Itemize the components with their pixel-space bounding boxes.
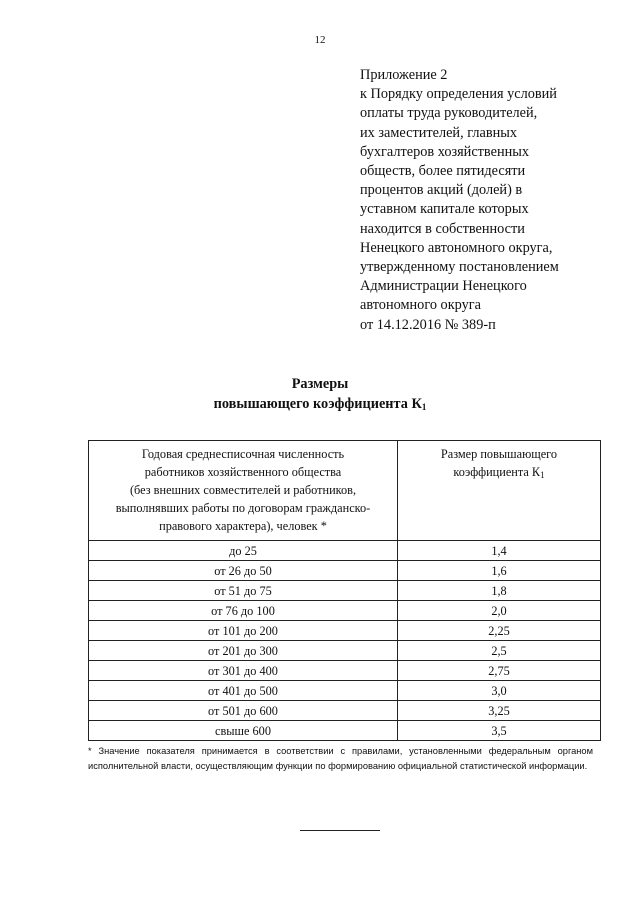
- end-divider: [300, 830, 380, 831]
- range-cell: от 301 до 400: [89, 661, 398, 681]
- appendix-line: их заместителей, главных: [360, 124, 518, 141]
- range-cell: от 501 до 600: [89, 701, 398, 721]
- appendix-line: обществ, более пятидесяти: [360, 163, 526, 180]
- appendix-line: к Порядку определения условий: [360, 86, 557, 103]
- range-cell: до 25: [89, 541, 398, 561]
- range-cell: свыше 600: [89, 721, 398, 741]
- appendix-line: процентов акций (долей) в: [360, 182, 523, 199]
- footnote: * Значение показателя принимается в соответствии с правилами, установленными федеральным органом исполнительной власти, осуществляющим функции по формированию официальной статистической информации.: [88, 746, 593, 771]
- value-cell: 2,25: [398, 621, 601, 641]
- table-row: [89, 681, 601, 701]
- value-cell: 1,8: [398, 581, 601, 601]
- value-cell: 2,75: [398, 661, 601, 681]
- header-headcount: Годовая среднесписочная численность работников хозяйственного общества (без внешних совместителей и работников, выполнявших работы по договорам гражданско- правового характера), человек *: [89, 441, 398, 541]
- title-line-1: Размеры: [291, 376, 349, 392]
- table-row: [89, 641, 601, 661]
- document-title: [0, 374, 640, 417]
- appendix-line: Приложение 2: [360, 67, 448, 83]
- range-cell: от 76 до 100: [89, 601, 398, 621]
- value-cell: 1,4: [398, 541, 601, 561]
- value-cell: 1,6: [398, 561, 601, 581]
- appendix-line: автономного округа: [360, 297, 481, 314]
- appendix-line: утвержденному постановлением: [360, 259, 559, 276]
- page-number: 12: [314, 34, 326, 46]
- table-row: [89, 661, 601, 681]
- appendix-line: Ненецкого автономного округа,: [360, 239, 553, 256]
- value-cell: 3,5: [398, 721, 601, 741]
- table-row: [89, 721, 601, 741]
- coefficient-table: [88, 440, 601, 741]
- appendix-line: бухгалтеров хозяйственных: [360, 143, 530, 160]
- range-cell: от 201 до 300: [89, 641, 398, 661]
- header-coefficient: Размер повышающего коэффициента $К_1$: [398, 441, 601, 541]
- table-row: [89, 561, 601, 581]
- table-row: [89, 541, 601, 561]
- table-row: [89, 601, 601, 621]
- value-cell: 2,0: [398, 601, 601, 621]
- appendix-line: уставном капитале которых: [360, 201, 529, 218]
- value-cell: 3,0: [398, 681, 601, 701]
- appendix-line: оплаты труда руководителей,: [360, 105, 538, 122]
- range-cell: от 51 до 75: [89, 581, 398, 601]
- title-line-2: повышающего коэффициента $К_1$: [213, 396, 427, 412]
- table-row: [89, 701, 601, 721]
- range-cell: от 26 до 50: [89, 561, 398, 581]
- appendix-line: Администрации Ненецкого: [360, 278, 527, 295]
- value-cell: 3,25: [398, 701, 601, 721]
- appendix-line: от 14.12.2016 № 389-п: [360, 316, 496, 333]
- appendix-reference: [360, 66, 620, 335]
- value-cell: 2,5: [398, 641, 601, 661]
- range-cell: от 101 до 200: [89, 621, 398, 641]
- range-cell: от 401 до 500: [89, 681, 398, 701]
- table-row: [89, 581, 601, 601]
- table-row: [89, 621, 601, 641]
- table-header-row: [89, 441, 601, 541]
- appendix-line: находится в собственности: [360, 220, 525, 237]
